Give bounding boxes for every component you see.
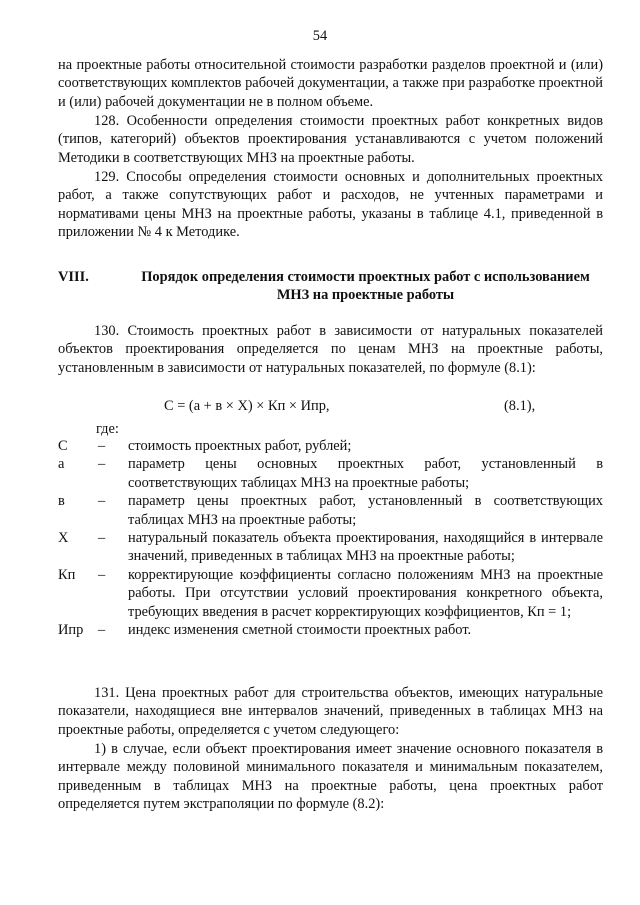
definition-text: натуральный показатель объекта проектирования, находящийся в интервале значений, приведенных в таблицах МНЗ на проектные работы; [128,530,603,565]
definition-dash: – [98,456,106,473]
paragraph-131-item-1: 1) в случае, если объект проектирования имеет значение основного показателя в интервале между половиной минимального показателя и минимальным показателем, приведенным в таблицах МНЗ на проектные работы, цена проектных работ определяется путем экстраполяции по формуле (8.2): [58,741,603,813]
formula-expression: С = (а + в × Х) × Кп × Ипр, [164,398,330,414]
section-number: VIII. [58,269,89,285]
definition-symbol: а [58,456,65,473]
section-title-line-1: Порядок определения стоимости проектных работ с использованием [141,269,590,285]
definition-symbol: в [58,493,65,510]
definition-dash: – [98,438,106,454]
definition-text: параметр цены проектных работ, установленный в соответствующих таблицах МНЗ на проектные работы; [128,493,603,528]
definition-text: стоимость проектных работ, рублей; [128,438,352,454]
definition-dash: – [98,566,106,583]
page-number: 54 [312,28,328,44]
section-title [58,268,603,305]
paragraph-128: 128. Особенности определения стоимости проектных работ конкретных видов (типов, категорий) объектов проектирования устанавливаются с учетом положений Методики в соответствующих МНЗ на проектные работы. [58,113,603,166]
definition-item-a [58,455,603,492]
paragraph-continuation: на проектные работы относительной стоимости разработки разделов проектной и (или) соответствующих комплектов рабочей документации, а также при разработке проектной и (или) рабочей документации не в полном объеме. [58,57,603,110]
definition-item-v [58,492,603,529]
definition-dash: – [98,493,106,510]
definition-symbol: Кп [58,566,76,583]
section-heading [58,268,603,305]
paragraph-129: 129. Способы определения стоимости основных и дополнительных проектных работ, а также сопутствующих работ и расходов, не учтенных параметрами и нормативами цены МНЗ на проектные работы, указаны в таблице 4.1, приведенной в приложении № 4 к Методике. [58,169,603,241]
paragraph-131: 131. Цена проектных работ для строительства объектов, имеющих натуральные показатели, находящиеся вне интервалов значений, приведенных в таблицах МНЗ на проектные работы, определяется с учетом следующего: [58,685,603,738]
definitions-list [58,437,603,639]
where-label: где: [96,421,119,437]
formula-number: (8.1), [504,398,536,414]
definition-item-x [58,529,603,566]
definition-dash: – [98,530,106,547]
definition-text: параметр цены основных проектных работ, установленный в соответствующих таблицах МНЗ на проектные работы; [128,456,603,491]
definition-dash: – [98,622,106,639]
definition-symbol: Х [58,530,69,547]
section-title-line-2: МНЗ на проектные работы [276,287,455,304]
definition-symbol: С [58,438,68,454]
definition-text: индекс изменения сметной стоимости проектных работ. [128,622,472,639]
definition-symbol: Ипр [58,622,84,639]
definition-item-c [58,437,603,455]
definition-item-ipr [58,621,603,639]
definition-text: корректирующие коэффициенты согласно положениям МНЗ на проектные работы. При отсутствии условий проектирования конкретного объекта, требующих введения в расчет корректирующих коэффициентов, Кп = 1; [128,566,603,620]
paragraph-130: 130. Стоимость проектных работ в зависимости от натуральных показателей объектов проектирования определяется по ценам МНЗ на проектные работы, установленным в зависимости от натуральных показателей, по формуле (8.1): [58,323,603,376]
definition-item-kp [58,566,603,621]
